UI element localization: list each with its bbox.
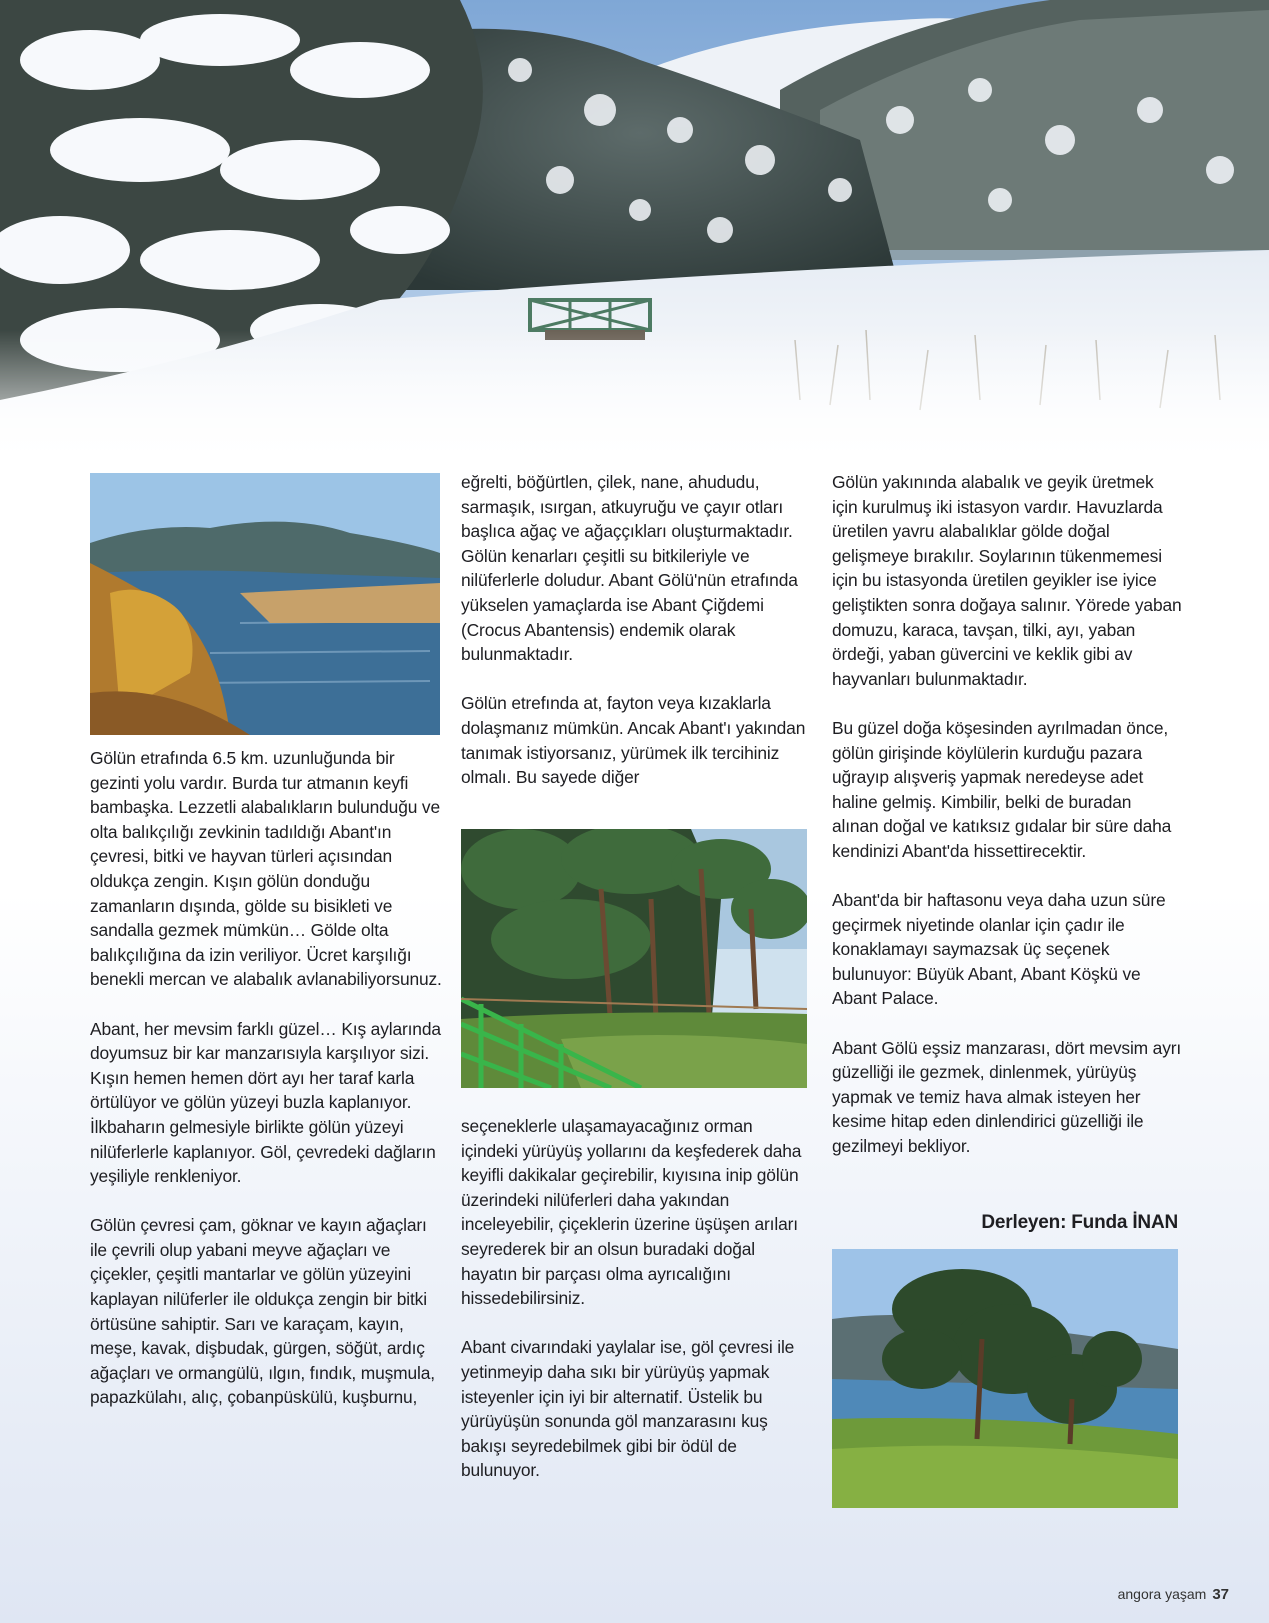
paragraph: Abant civarındaki yaylalar ise, göl çevresi ile yetinmeyip daha sıkı bir yürüyüş yapmak isteyenler için iyi bir alternatif. Üstelik bu yürüyüşün sonunda göl manzarasını kuş bakışı seyredebilmek gibi bir ödül de bulunuyor. [461, 1337, 795, 1481]
paragraph: Gölün etrafında 6.5 km. uzunluğunda bir gezinti yolu vardır. Burda tur atmanın keyfi bambaşka. Lezzetli alabalıkların bulunduğu ve olta balıkçılığı zevkinin tadıldığı Abant'ın çevresi, bitki ve hayvan türleri açısından oldukça zengin. Kışın gölün donduğu zamanların dışında, gölde su bisikleti ve sandalla gezmek mümkün… Gölde olta balıkçılığına da izin veriliyor. Ücret karşılığı benekli mercan ve alabalık avlanabiliyorsunuz. [90, 748, 442, 990]
pine-forest-photo [461, 829, 807, 1088]
page-number: 37 [1212, 1586, 1229, 1603]
text-column-1 [90, 746, 442, 1435]
page-footer [1118, 1586, 1229, 1603]
text-column-3 [832, 470, 1182, 1183]
paragraph: Abant Gölü eşsiz manzarası, dört mevsim ayrı güzelliği ile gezmek, dinlenmek, yürüyüş yapmak ve temiz hava almak isteyen her kesime hitap eden dinlendirici güzelliği ile gezilmeyi bekliyor. [832, 1037, 1182, 1157]
paragraph: Bu güzel doğa köşesinden ayrılmadan önce, gölün girişinde köylülerin kurduğu pazara uğrayıp alışveriş yapmak neredeyse adet haline gelmiş. Kimbilir, belki de buradan alınan doğal ve katıksız gıdalar bir süre daha kendinizi Abant'da hissettirecektir. [832, 717, 1172, 861]
paragraph: Gölün etrefında at, fayton veya kızaklarla dolaşmanız mümkün. Ancak Abant'ı yakından tanımak istiyorsanız, yürümek ilk tercihiniz olmalı. Bu sayede diğer [461, 693, 806, 788]
text-column-2-top [461, 470, 813, 814]
paragraph: Gölün yakınında alabalık ve geyik üretmek için kurulmuş iki istasyon vardır. Havuzlarda üretilen yavru alabalıklar gölde doğal gelişmeye bırakılır. Soylarının tükenmemesi için bu istasyonda üretilen geyikler ise iyice geliştikten sonra doğaya salınır. Yörede yaban domuzu, karaca, tavşan, tilki, ayı, yaban ördeği, yaban güvercini ve keklik gibi av hayvanları bulunmaktadır. [832, 472, 1182, 689]
paragraph: eğrelti, böğürtlen, çilek, nane, ahududu, sarmaşık, ısırgan, atkuyruğu ve çayır otları başlıca ağaç ve ağaççıkları oluşturmaktadır. Gölün kenarları çeşitli su bitkileriyle ve nilüferlerle doludur. Abant Gölü'nün etrafında yükselen yamaçlarda ise Abant Çiğdemi (Crocus Abantensis) endemik olarak bulunmaktadır. [461, 472, 798, 665]
pine-trees-lake-photo [832, 1249, 1178, 1508]
text-column-2-bottom [461, 1114, 813, 1508]
paragraph: Abant'da bir haftasonu veya daha uzun süre geçirmek niyetinde olanlar için çadır ile konaklamayı saymazsak üç seçenek bulunuyor: Büyük Abant, Abant Köşkü ve Abant Palace. [832, 890, 1166, 1009]
paragraph: Abant, her mevsim farklı güzel… Kış aylarında doyumsuz bir kar manzarısıyla karşılıyor sizi. Kışın hemen hemen dört ayı her taraf karla örtülüyor ve gölün yüzeyi buzla kaplanıyor. İlkbaharın gelmesiyle birlikte gölün yüzeyi nilüferlerle kaplanıyor. Göl, çevredeki dağların yeşiliyle renkleniyor. [90, 1018, 441, 1187]
paragraph: Gölün çevresi çam, göknar ve kayın ağaçları ile çevrili olup yabani meyve ağaçları ve çiçekler, çeşitli mantarlar ve gölün yüzeyini kaplayan nilüferler ile oldukça zengin bir bitki örtüsüne sahiptir. Sarı ve karaçam, kayın, meşe, kavak, dişbudak, gürgen, söğüt, ardıç ağaçları ve ormangülü, ılgın, fındık, muşmula, papazkülahı, alıç, çobanpüskülü, kuşburnu, [90, 1215, 435, 1408]
paragraph: seçeneklerle ulaşamayacağınız orman içindeki yürüyüş yollarını da keşfederek daha keyifli dakikalar geçirebilir, kıyısına inip gölün üzerindeki nilüferleri daha yakından inceleyebilir, çiçeklerin üzerine üşüşen arıları seyrederek bir an olsun buradaki doğal hayatın bir parçası olma ayrıcalığını hissedebilirsiniz. [461, 1116, 802, 1309]
magazine-name: angora yaşam [1117, 1586, 1207, 1602]
author-credit: Derleyen: Funda İNAN [981, 1212, 1178, 1233]
hero-photo [0, 0, 1269, 470]
lake-shore-photo [90, 473, 440, 735]
snow-forest-image [0, 0, 1269, 470]
